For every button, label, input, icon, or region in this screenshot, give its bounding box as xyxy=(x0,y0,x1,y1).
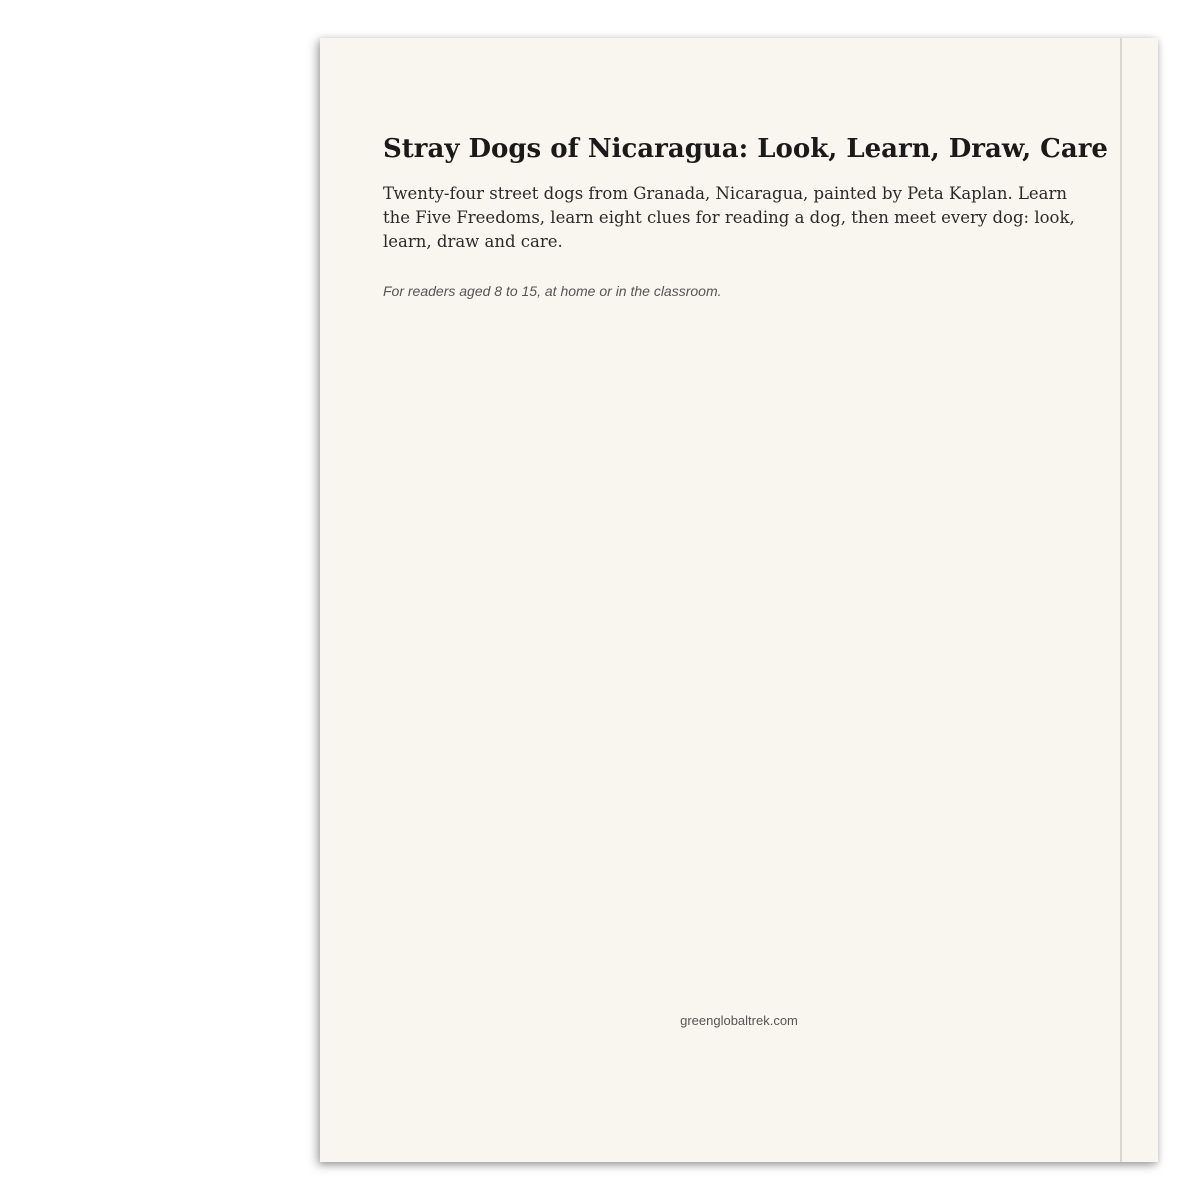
page-title: Stray Dogs of Nicaragua: Look, Learn, Draw, Care xyxy=(383,134,1108,164)
footer-url: greenglobaltrek.com xyxy=(680,1013,798,1028)
page-spine-line xyxy=(1120,38,1122,1162)
page-description: Twenty-four street dogs from Granada, Nicaragua, painted by Peta Kaplan. Learn the Five Freedoms, learn eight clues for reading a dog, then meet every dog: look, learn, draw and care. xyxy=(383,184,1075,251)
book-page xyxy=(320,38,1158,1162)
audience-note: For readers aged 8 to 15, at home or in the classroom. xyxy=(383,283,722,299)
page-content xyxy=(383,132,1108,300)
